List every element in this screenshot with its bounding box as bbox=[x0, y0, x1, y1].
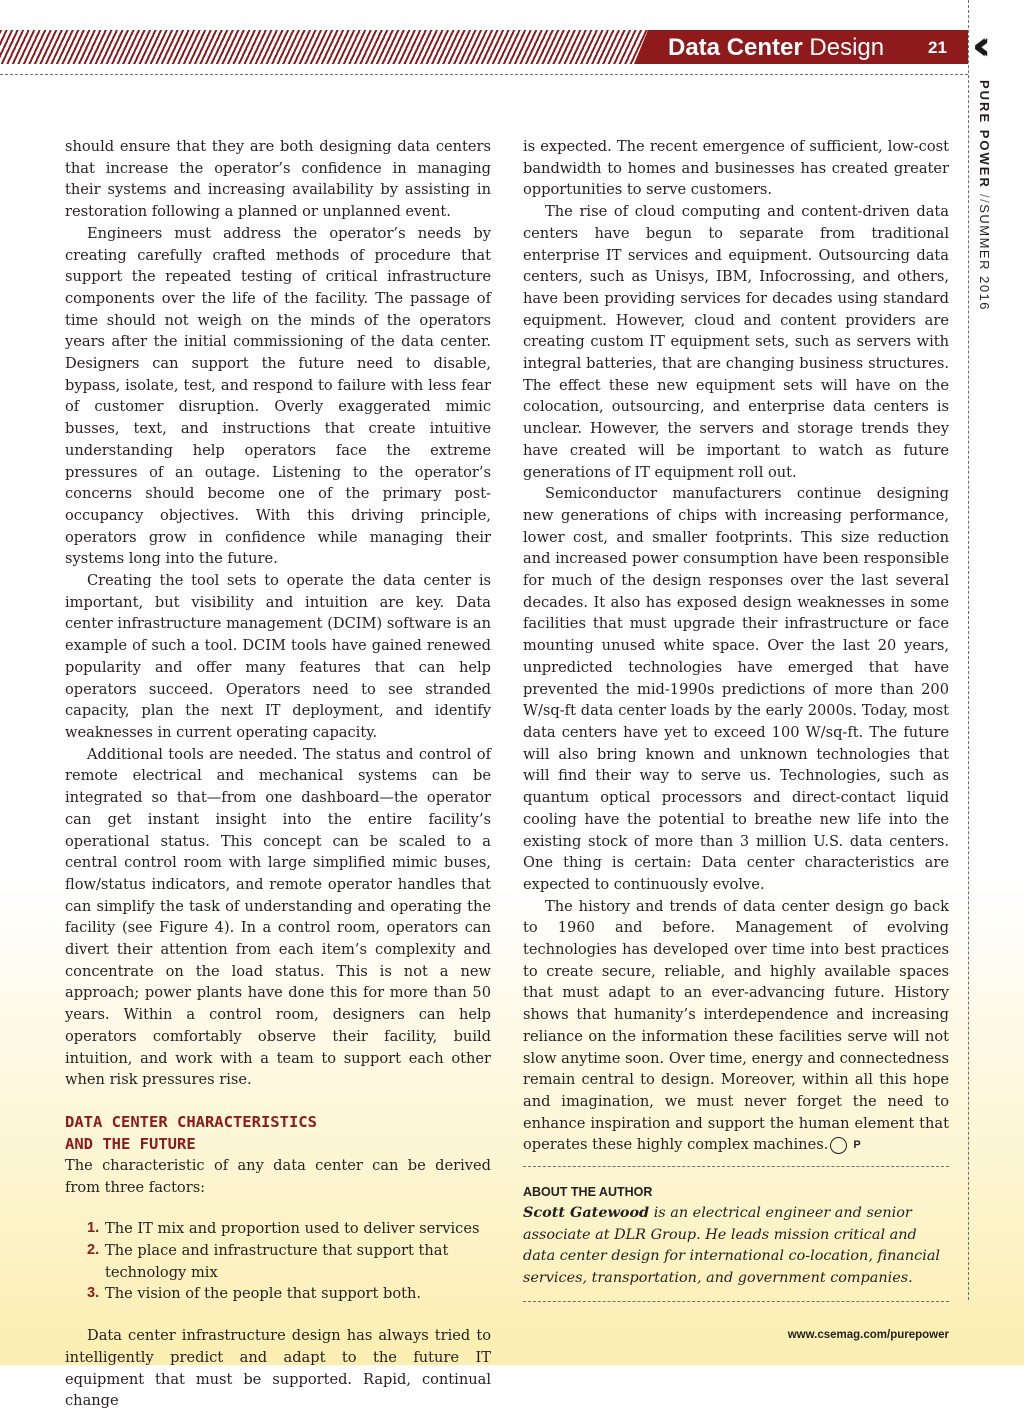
closing-text: The history and trends of data center design go back to 1960 and before. Management of evolving technologies has developed over time into best practices to create secure, reliable, and highly available spaces that must adapt to an ever-advancing future. History shows that humanity’s interdependence and increasing reliance on the information these facilities serve will not slow anytime soon. Over time, energy and connectedness remain central to design. Moreover, within all this hope and imagination, we must never forget the need to enhance inspiration and support the human element that operates these highly complex machines. bbox=[523, 897, 949, 1154]
author-bio-text: is an electrical engineer and senior associate at DLR Group. He leads mission critical and data center design for international co-location, financial services, transportation, and government companies. bbox=[523, 1205, 941, 1286]
issue-separator: // bbox=[977, 193, 992, 205]
list-number: 3. bbox=[87, 1285, 100, 1302]
factor-list bbox=[65, 1218, 491, 1305]
author-box bbox=[523, 1166, 949, 1302]
article-column-right bbox=[523, 136, 949, 1156]
list-number: 2. bbox=[87, 1242, 100, 1259]
issue-label bbox=[976, 80, 992, 320]
body-paragraph: should ensure that they are both designing data centers that increase the operator’s confidence in managing their systems and increasing availability by assisting in restoration following a planned or unplanned event. bbox=[65, 138, 491, 221]
body-paragraph: Engineers must address the operator’s needs by creating carefully crafted methods of procedure that support the repeated testing of critical infrastructure components over the life of the facility. The passage of time should not weigh on the minds of the operators years after the initial commissioning of the data center. Designers can support the future need to disable, bypass, isolate, test, and respond to failure with less fear of customer disruption. Overly exaggerated mimic busses, text, and instructions that create intuitive understanding help operators face the extreme pressures of an outage. Listening to the operator’s concerns should become one of the primary post-occupancy objectives. With this driving principle, operators grow in confidence while managing their systems long into the future. bbox=[65, 224, 491, 568]
body-paragraph: The rise of cloud computing and content-driven data centers have begun to separate from traditional enterprise IT services and equipment. Outsourcing data centers, such as Unisys, IBM, Infocrossing, and others, have been providing services for decades using standard equipment. However, cloud and content providers are creating custom IT equipment sets, such as servers with integral batteries, that are changing business structures. The effect these new equipment sets will have on the colocation, outsourcing, and enterprise data centers is unclear. However, the servers and storage trends they have created will be important to watch as future generations of IT equipment roll out. bbox=[523, 203, 949, 481]
list-text: The place and infrastructure that support that technology mix bbox=[105, 1242, 449, 1281]
section-heading bbox=[65, 1111, 491, 1155]
author-bio bbox=[523, 1202, 949, 1289]
margin-divider bbox=[968, 0, 969, 1300]
article-column-left bbox=[65, 136, 491, 1412]
section-intro: The characteristic of any data center can be derived from three factors: bbox=[65, 1156, 491, 1196]
body-paragraph: Semiconductor manufacturers continue designing new generations of chips with increasing performance, lower cost, and smaller footprints. This size reduction and increased power consumption have been responsible for much of the design responses over the last several decades. It also has exposed design weaknesses in some facilities that must upgrade their infrastructure or face mounting unused white space. Over the last 20 years, unpredicted technologies have emerged that have prevented the mid-1990s predictions of more than 200 W/sq-ft data center loads by the early 2000s. Today, most data centers have yet to exceed 100 W/sq-ft. The future will also bring known and unknown technologies that will find their way to serve us. Technologies, such as quantum optical processors and direct-contact liquid cooling have the potential to breathe new life into the existing stock of more than 3 million U.S. data centers. One thing is certain: Data center characteristics are expected to continuously evolve. bbox=[523, 485, 949, 893]
list-text: The vision of the people that support both. bbox=[105, 1285, 422, 1303]
body-paragraph: Creating the tool sets to operate the data center is important, but visibility and intuition are key. Data center infrastructure management (DCIM) software is an example of such a tool. DCIM tools have gained renewed popularity and offer many features that can help operators succeed. Operators need to see stranded capacity, plan the next IT deployment, and identify weaknesses in current operating capacity. bbox=[65, 572, 491, 741]
end-mark-icon: P bbox=[830, 1137, 847, 1154]
body-paragraph: is expected. The recent emergence of sufficient, low-cost bandwidth to homes and businesses has created greater opportunities to serve customers. bbox=[523, 138, 949, 199]
list-text: The IT mix and proportion used to deliver services bbox=[105, 1220, 480, 1238]
list-number: 1. bbox=[87, 1220, 100, 1237]
author-heading: ABOUT THE AUTHOR bbox=[523, 1185, 653, 1199]
body-paragraph bbox=[523, 896, 949, 1156]
section-title: Data Center Design bbox=[668, 34, 885, 61]
body-paragraph: Additional tools are needed. The status and control of remote electrical and mechanical systems can be integrated so that—from one dashboard—the operator can get instant insight into the entire facility’s operational status. This concept can be scaled to a central control room with large simplified mimic buses, flow/status indicators, and remote operator handles that can simplify the task of understanding and operating the facility (see Figure 4). In a control room, operators can divert their attention from each item’s complexity and concentrate on the load status. This is not a new approach; power plants have done this for more than 50 years. Within a control room, designers can help operators comfortably observe their facility, build intuition, and work with a team to support each other when risk pressures rise. bbox=[65, 745, 491, 1089]
double-chevron-left-icon[interactable]: ‹‹ bbox=[972, 23, 977, 69]
section-heading-line: AND THE FUTURE bbox=[65, 1134, 196, 1153]
footer-url-link[interactable]: www.csemag.com/purepower bbox=[787, 1329, 949, 1341]
list-item bbox=[87, 1218, 491, 1240]
body-paragraph: Data center infrastructure design has always tried to intelligently predict and adapt to the future IT equipment that must be supported. Rapid, continual change bbox=[65, 1327, 491, 1410]
magazine-brand: PURE POWER bbox=[977, 80, 992, 189]
list-item bbox=[87, 1240, 491, 1283]
issue-date: SUMMER 2016 bbox=[977, 204, 992, 312]
top-divider bbox=[0, 74, 968, 75]
page-number: 21 bbox=[928, 38, 947, 57]
list-item bbox=[87, 1283, 491, 1305]
section-heading-line: DATA CENTER CHARACTERISTICS bbox=[65, 1112, 317, 1131]
author-name: Scott Gatewood bbox=[523, 1204, 650, 1221]
